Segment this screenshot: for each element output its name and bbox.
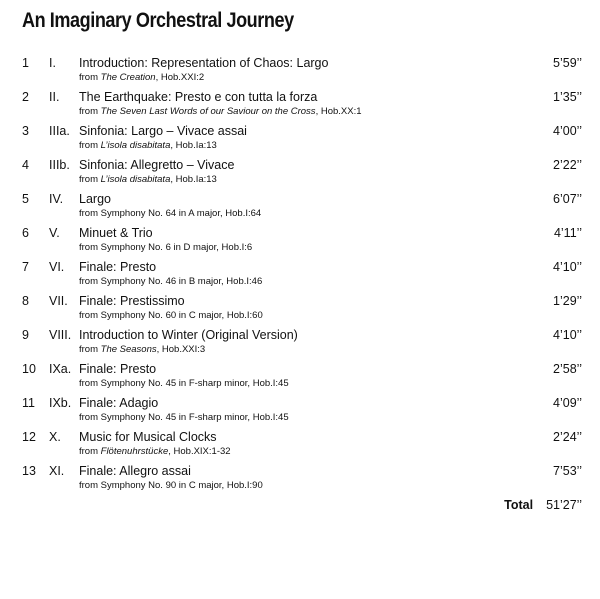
track-source bbox=[79, 106, 362, 117]
source-prefix: from bbox=[79, 140, 101, 151]
track-row bbox=[0, 427, 600, 461]
source-catalogue: , Hob.XXI:2 bbox=[155, 72, 205, 83]
track-number: 2 bbox=[22, 90, 29, 104]
track-title: Minuet & Trio bbox=[79, 226, 153, 240]
source-prefix: from Symphony No. 45 in F-sharp minor, Hob.I:45 bbox=[79, 378, 289, 389]
track-duration: 2’58’’ bbox=[553, 362, 582, 376]
source-work-title: Flötenuhrstücke bbox=[100, 446, 169, 457]
track-source bbox=[79, 412, 289, 423]
movement-numeral: II. bbox=[49, 90, 60, 104]
track-title: Sinfonia: Largo – Vivace assai bbox=[79, 124, 247, 138]
movement-numeral: IIIa. bbox=[49, 124, 70, 138]
track-source bbox=[79, 378, 289, 389]
track-row bbox=[0, 461, 600, 495]
movement-numeral: VII. bbox=[49, 294, 68, 308]
track-title: Introduction: Representation of Chaos: Largo bbox=[79, 56, 329, 70]
total-label: Total bbox=[504, 498, 534, 512]
track-row bbox=[0, 223, 600, 257]
source-work-title: The Creation bbox=[100, 72, 156, 83]
source-prefix: from Symphony No. 90 in C major, Hob.I:90 bbox=[79, 480, 263, 491]
tracklist bbox=[0, 53, 600, 495]
source-prefix: from bbox=[79, 344, 101, 355]
track-number: 7 bbox=[22, 260, 29, 274]
source-prefix: from bbox=[79, 106, 101, 117]
track-duration: 4’11’’ bbox=[553, 226, 582, 240]
track-number: 13 bbox=[22, 464, 36, 478]
movement-numeral: VIII. bbox=[49, 328, 72, 342]
track-duration: 7’53’’ bbox=[553, 464, 582, 478]
track-title: Finale: Allegro assai bbox=[79, 464, 191, 478]
track-title: Largo bbox=[79, 192, 111, 206]
source-prefix: from bbox=[79, 174, 101, 185]
track-title: Finale: Presto bbox=[79, 260, 157, 274]
track-row bbox=[0, 87, 600, 121]
track-title: Music for Musical Clocks bbox=[79, 430, 217, 444]
movement-numeral: IIIb. bbox=[49, 158, 70, 172]
source-catalogue: , Hob.Ia:13 bbox=[170, 174, 217, 185]
source-catalogue: , Hob.XIX:1-32 bbox=[168, 446, 231, 457]
track-row bbox=[0, 155, 600, 189]
track-source bbox=[79, 446, 231, 457]
track-row bbox=[0, 393, 600, 427]
track-row bbox=[0, 121, 600, 155]
source-catalogue: , Hob.XX:1 bbox=[315, 106, 362, 117]
track-source bbox=[79, 344, 205, 355]
source-prefix: from Symphony No. 6 in D major, Hob.I:6 bbox=[79, 242, 253, 253]
source-prefix: from bbox=[79, 72, 101, 83]
total-duration: 51’27’’ bbox=[546, 498, 582, 512]
page-title: An Imaginary Orchestral Journey bbox=[22, 9, 294, 32]
source-work-title: L’isola disabitata bbox=[100, 174, 171, 185]
source-prefix: from Symphony No. 46 in B major, Hob.I:46 bbox=[79, 276, 263, 287]
source-work-title: L’isola disabitata bbox=[100, 140, 171, 151]
track-duration: 6’07’’ bbox=[553, 192, 582, 206]
track-number: 11 bbox=[22, 396, 35, 410]
track-row bbox=[0, 325, 600, 359]
movement-numeral: V. bbox=[49, 226, 60, 240]
track-title: Sinfonia: Allegretto – Vivace bbox=[79, 158, 235, 172]
track-row bbox=[0, 291, 600, 325]
track-row bbox=[0, 189, 600, 223]
track-source bbox=[79, 140, 217, 151]
source-prefix: from bbox=[79, 446, 101, 457]
track-source bbox=[79, 276, 262, 287]
track-number: 10 bbox=[22, 362, 36, 376]
track-number: 12 bbox=[22, 430, 36, 444]
track-title: The Earthquake: Presto e con tutta la forza bbox=[79, 90, 318, 104]
movement-numeral: IV. bbox=[49, 192, 64, 206]
track-duration: 5’59’’ bbox=[553, 56, 582, 70]
track-number: 5 bbox=[22, 192, 29, 206]
track-source bbox=[79, 208, 261, 219]
track-duration: 4’10’’ bbox=[553, 328, 582, 342]
track-number: 4 bbox=[22, 158, 29, 172]
track-number: 3 bbox=[22, 124, 29, 138]
track-duration: 4’10’’ bbox=[553, 260, 582, 274]
source-work-title: The Seasons bbox=[100, 344, 157, 355]
movement-numeral: IXa. bbox=[49, 362, 72, 376]
track-row bbox=[0, 53, 600, 87]
track-row bbox=[0, 359, 600, 393]
track-title: Finale: Presto bbox=[79, 362, 157, 376]
track-number: 1 bbox=[22, 56, 29, 70]
movement-numeral: X. bbox=[49, 430, 61, 444]
track-row bbox=[0, 257, 600, 291]
track-duration: 2’22’’ bbox=[553, 158, 582, 172]
source-catalogue: , Hob.XXI:3 bbox=[156, 344, 206, 355]
movement-numeral: IXb. bbox=[49, 396, 72, 410]
track-source bbox=[79, 310, 263, 321]
track-number: 8 bbox=[22, 294, 29, 308]
total-row bbox=[504, 498, 582, 512]
track-title: Finale: Prestissimo bbox=[79, 294, 185, 308]
track-duration: 4’09’’ bbox=[553, 396, 582, 410]
source-prefix: from Symphony No. 64 in A major, Hob.I:64 bbox=[79, 208, 262, 219]
track-title: Finale: Adagio bbox=[79, 396, 159, 410]
movement-numeral: XI. bbox=[49, 464, 65, 478]
track-source bbox=[79, 72, 204, 83]
track-number: 9 bbox=[22, 328, 29, 342]
track-source bbox=[79, 174, 217, 185]
track-duration: 1’35’’ bbox=[553, 90, 582, 104]
track-duration: 4’00’’ bbox=[553, 124, 582, 138]
source-catalogue: , Hob.Ia:13 bbox=[170, 140, 217, 151]
source-work-title: The Seven Last Words of our Saviour on the Cross bbox=[100, 106, 316, 117]
track-duration: 1’29’’ bbox=[553, 294, 582, 308]
track-source bbox=[79, 480, 263, 491]
track-source bbox=[79, 242, 252, 253]
track-duration: 2’24’’ bbox=[553, 430, 582, 444]
track-number: 6 bbox=[22, 226, 29, 240]
source-prefix: from Symphony No. 45 in F-sharp minor, Hob.I:45 bbox=[79, 412, 289, 423]
movement-numeral: I. bbox=[49, 56, 56, 70]
source-prefix: from Symphony No. 60 in C major, Hob.I:60 bbox=[79, 310, 263, 321]
track-title: Introduction to Winter (Original Version) bbox=[79, 328, 298, 342]
movement-numeral: VI. bbox=[49, 260, 65, 274]
